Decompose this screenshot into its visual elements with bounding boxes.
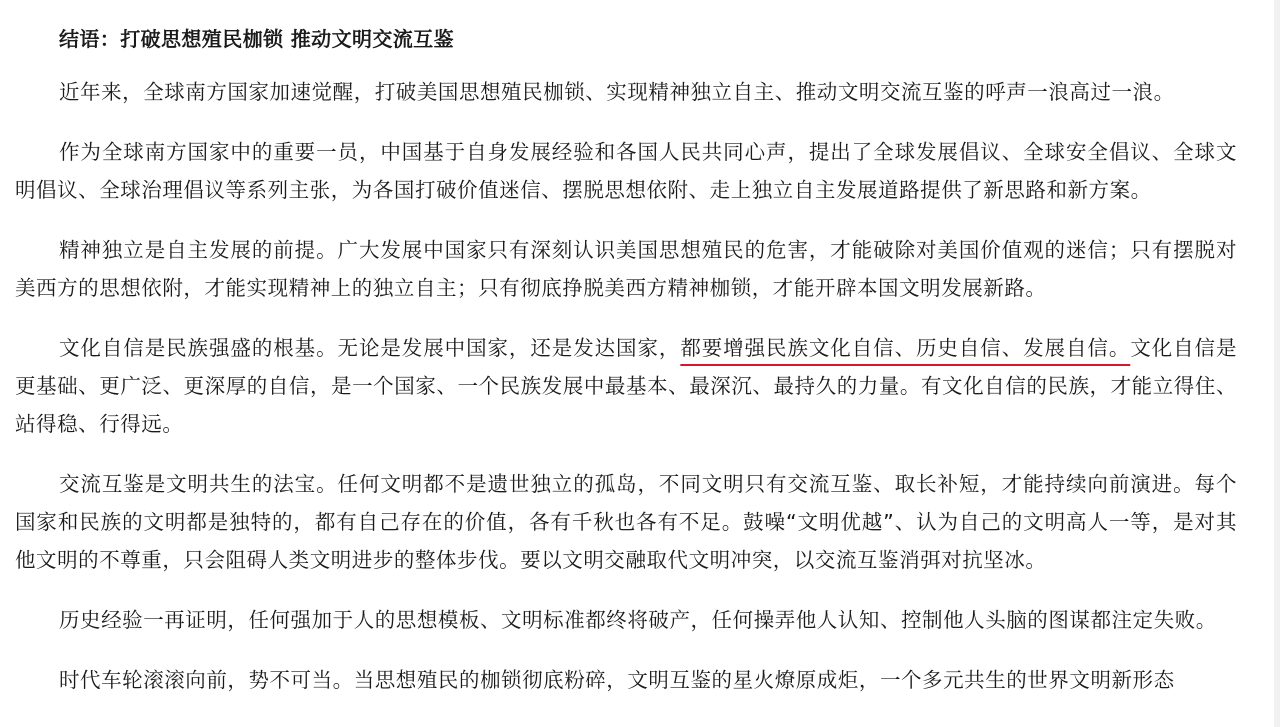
paragraph-4 — [15, 329, 1237, 443]
paragraph-4-lead: 文化自信是民族强盛的根基。无论是发展中国家，还是发达国家， — [59, 336, 681, 360]
paragraph-7: 时代车轮滚滚向前，势不可当。当思想殖民的枷锁彻底粉碎，文明互鉴的星火燎原成炬，一个多元共生的世界文明新形态 — [59, 668, 1175, 692]
section-heading: 结语：打破思想殖民枷锁 推动文明交流互鉴 — [59, 27, 454, 51]
underlined-highlight: 都要增强民族文化自信、历史自信、发展自信。 — [680, 336, 1131, 360]
paragraph-2: 作为全球南方国家中的重要一员，中国基于自身发展经验和各国人民共同心声，提出了全球发展倡议、全球安全倡议、全球文明倡议、全球治理倡议等系列主张，为各国打破价值迷信、摆脱思想依附、走上独立自主发展道路提供了新思路和新方案。 — [15, 140, 1237, 202]
paragraph-1: 近年来，全球南方国家加速觉醒，打破美国思想殖民枷锁、实现精神独立自主、推动文明交流互鉴的呼声一浪高过一浪。 — [59, 80, 1175, 104]
scrollbar[interactable] — [1274, 0, 1280, 727]
paragraph-4-rest: 文化自信是更基础、更广泛、更深厚的自信，是一个国家、一个民族发展中最基本、最深沉、最持久的力量。有文化自信的民族，才能立得住、站得稳、行得远。 — [15, 336, 1237, 436]
article-body — [15, 22, 1237, 721]
paragraph-5: 交流互鉴是文明共生的法宝。任何文明都不是遗世独立的孤岛，不同文明只有交流互鉴、取长补短，才能持续向前演进。每个国家和民族的文明都是独特的，都有自己存在的价值，各有千秋也各有不足。鼓噪“文明优越”、认为自己的文明高人一等，是对其他文明的不尊重，只会阻碍人类文明进步的整体步伐。要以文明交融取代文明冲突，以交流互鉴消弭对抗坚冰。 — [15, 472, 1237, 572]
paragraph-6: 历史经验一再证明，任何强加于人的思想模板、文明标准都终将破产，任何操弄他人认知、控制他人头脑的图谋都注定失败。 — [59, 608, 1217, 632]
paragraph-3: 精神独立是自主发展的前提。广大发展中国家只有深刻认识美国思想殖民的危害，才能破除对美国价值观的迷信；只有摆脱对美西方的思想依附，才能实现精神上的独立自主；只有彻底挣脱美西方精神枷锁，才能开辟本国文明发展新路。 — [15, 238, 1237, 300]
